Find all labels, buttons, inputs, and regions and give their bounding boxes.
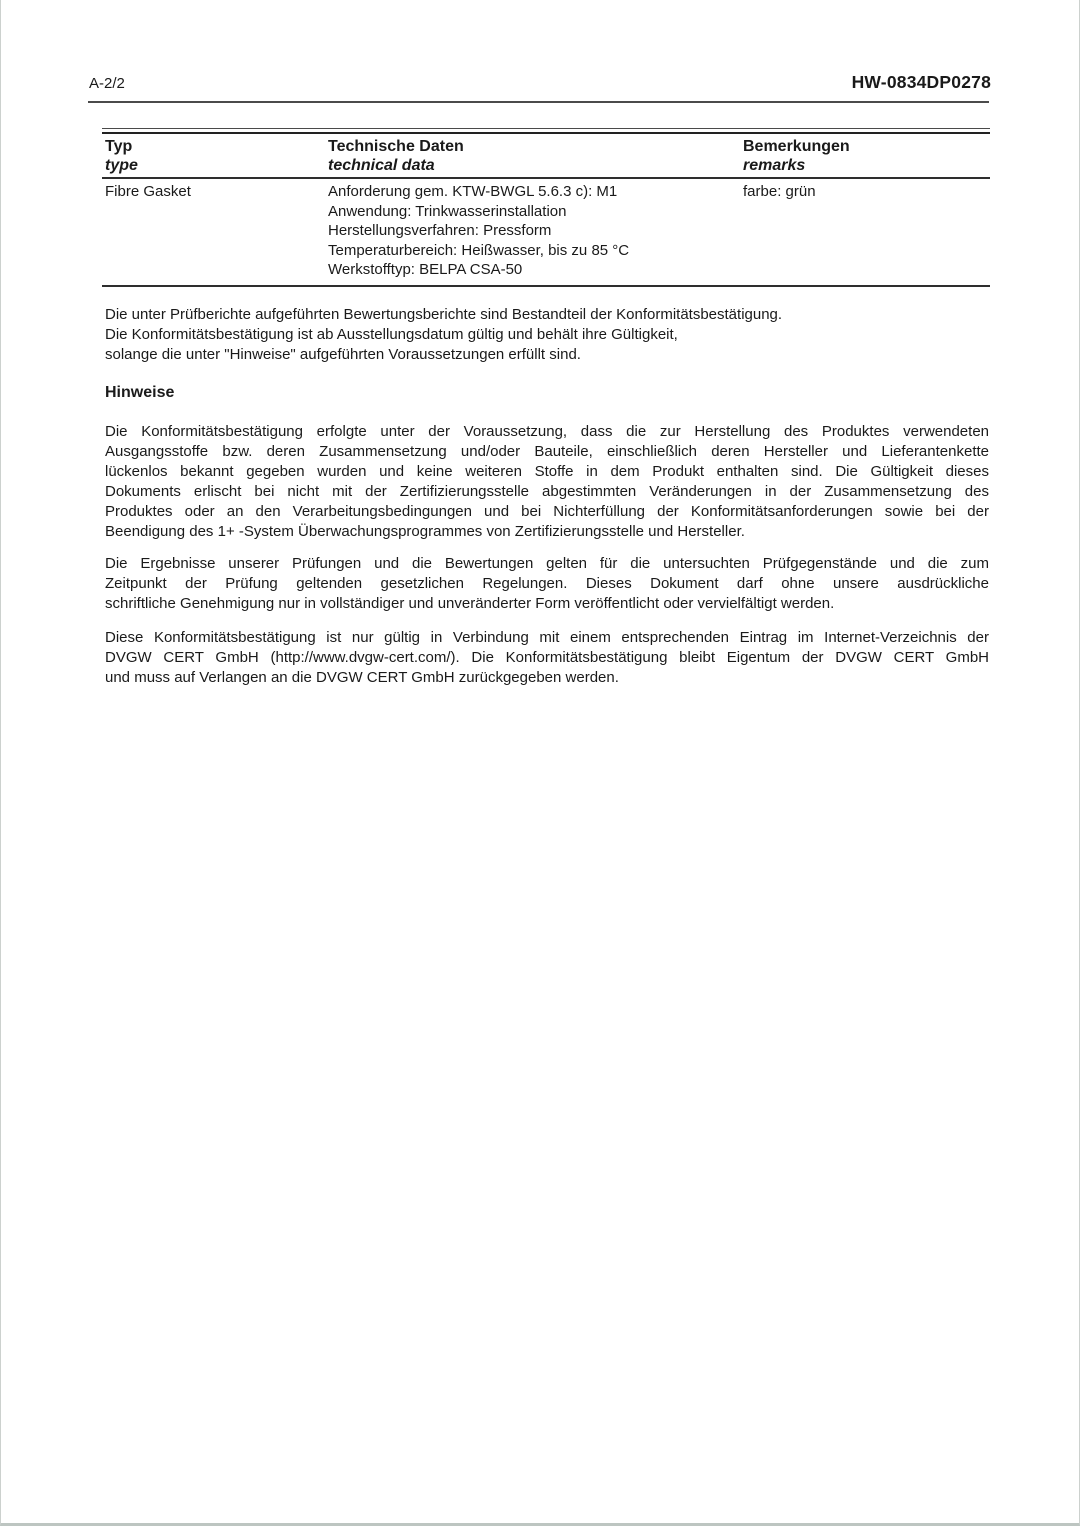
header-rule <box>88 101 989 103</box>
text-line: lückenlos bekannt gegeben wurden und keine weiteren Stoffe in dem Produkt enthalten sind. Die Gültigkeit dieses <box>105 462 989 480</box>
column-header-technische-daten-en: technical data <box>328 157 435 174</box>
text-line: solange die unter "Hinweise" aufgeführten Voraussetzungen erfüllt sind. <box>105 345 581 363</box>
table-data-row <box>102 179 990 285</box>
text-line: Herstellungsverfahren: Pressform <box>328 222 552 239</box>
column-header-typ-de: Typ <box>105 138 133 155</box>
text-line: Ausgangsstoffe bzw. deren Zusammensetzung und/oder Bauteile, einschließlich deren Hersteller und Lieferantenkette <box>105 442 989 460</box>
text-line: Beendigung des 1+ -System Überwachungsprogrammes von Zertifizierungsstelle und Hersteller. <box>105 522 745 540</box>
hinweise-paragraph-1 <box>105 422 989 542</box>
cell-technische-daten <box>328 182 743 280</box>
text-line: Die Ergebnisse unserer Prüfungen und die Bewertungen gelten für die untersuchten Prüfgegenstände und die zum <box>105 554 989 572</box>
text-line: Dokuments erlischt bei nicht mit der Zertifizierungsstelle abgestimmten Veränderungen in der Zusammensetzung des <box>105 482 989 500</box>
text-line: schriftliche Genehmigung nur in vollständiger und unveränderter Form veröffentlicht oder vervielfältigt werden. <box>105 594 835 612</box>
text-line: Die Konformitätsbestätigung erfolgte unter der Voraussetzung, dass die zur Herstellung des Produktes verwendeten <box>105 422 989 440</box>
column-header-bemerkungen-de: Bemerkungen <box>743 138 850 155</box>
table-header-row <box>102 134 990 177</box>
column-header-bemerkungen-en: remarks <box>743 157 806 174</box>
table-bottom-line <box>102 285 990 287</box>
text-line: Zeitpunkt der Prüfung geltenden gesetzlichen Regelungen. Dieses Dokument darf ohne unsere ausdrückliche <box>105 574 989 592</box>
text-line: DVGW CERT GmbH (http://www.dvgw-cert.com/). Die Konformitätsbestätigung bleibt Eigentum der DVGW CERT GmbH <box>105 648 989 666</box>
product-data-table <box>102 128 990 287</box>
hinweise-paragraph-3 <box>105 628 989 688</box>
cell-typ: Fibre Gasket <box>105 183 191 200</box>
text-line: Produktes oder an den Verarbeitungsbedingungen und bei Nichterfüllung der Konformitätsanforderungen sowie bei der <box>105 502 989 520</box>
column-header-typ-en: type <box>105 157 138 174</box>
hinweise-paragraph-2 <box>105 554 989 614</box>
text-line: Werkstofftyp: BELPA CSA-50 <box>328 261 523 278</box>
hinweise-heading: Hinweise <box>105 383 175 401</box>
column-header-typ <box>102 137 328 175</box>
page-header <box>89 72 991 93</box>
text-line: Temperaturbereich: Heißwasser, bis zu 85 °C <box>328 241 630 259</box>
column-header-technische-daten-de: Technische Daten <box>328 138 464 155</box>
column-header-bemerkungen <box>743 137 990 175</box>
page-number: A-2/2 <box>89 75 125 92</box>
text-line: Anwendung: Trinkwasserinstallation <box>328 202 567 220</box>
validity-note <box>105 305 989 365</box>
text-line: Die Konformitätsbestätigung ist ab Ausstellungsdatum gültig und behält ihre Gültigkeit, <box>105 325 678 343</box>
text-line: Die unter Prüfberichte aufgeführten Bewertungsberichte sind Bestandteil der Konformitätsbestätigung. <box>105 305 783 323</box>
text-line: Anforderung gem. KTW-BWGL 5.6.3 c): M1 <box>328 183 618 200</box>
text-line: Diese Konformitätsbestätigung ist nur gültig in Verbindung mit einem entsprechenden Eintrag im Internet-Verzeichnis der <box>105 628 989 646</box>
document-number: HW-0834DP0278 <box>851 72 991 92</box>
cell-bemerkungen: farbe: grün <box>743 183 816 200</box>
text-line: und muss auf Verlangen an die DVGW CERT GmbH zurückgegeben werden. <box>105 668 619 686</box>
column-header-technische-daten <box>328 137 743 175</box>
